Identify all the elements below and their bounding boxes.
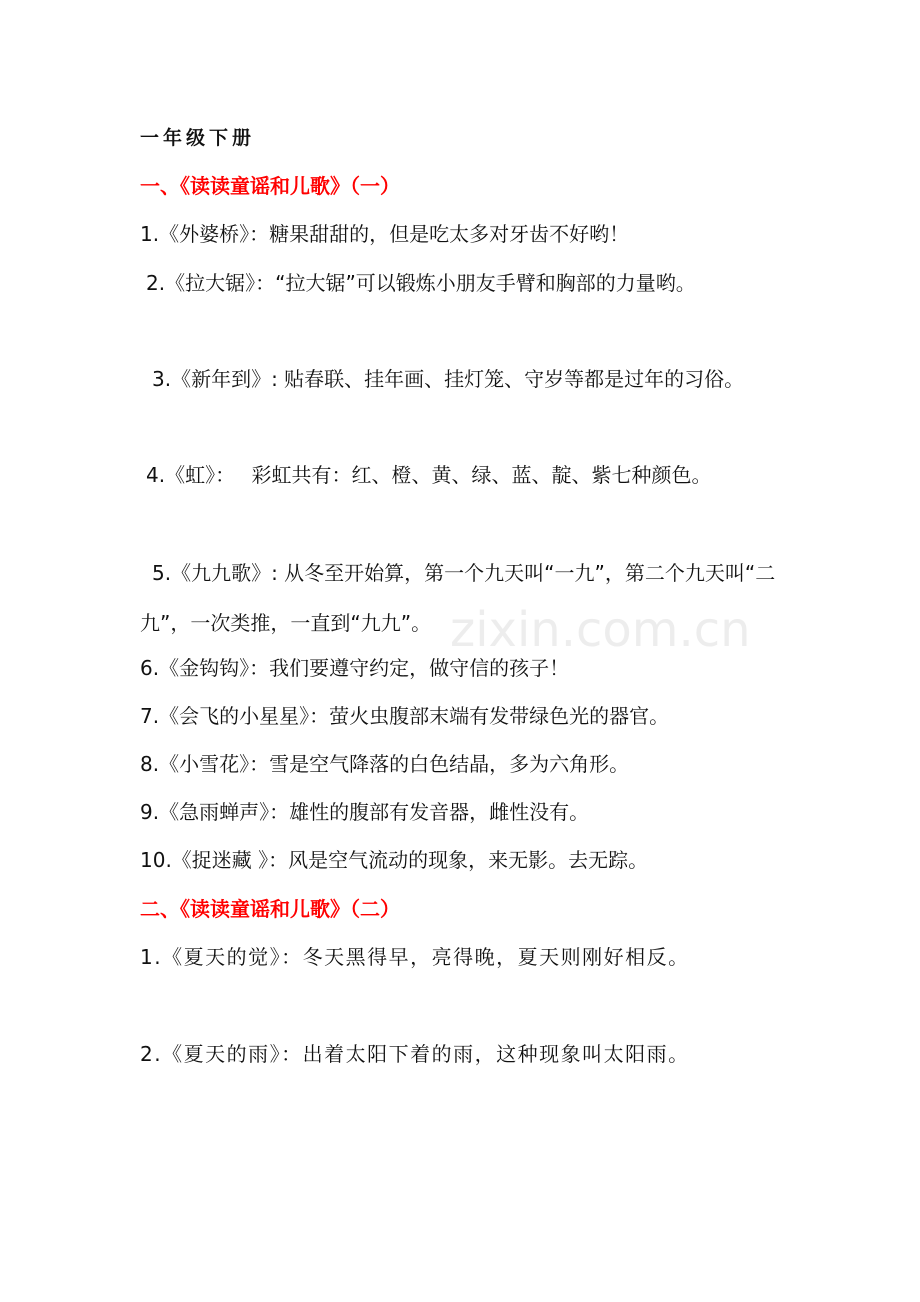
item-1-2: 2.《拉大锯》：“拉大锯”可以锻炼小朋友手臂和胸部的力量哟。 xyxy=(146,271,696,295)
section-2-heading: 二、《读读童谣和儿歌》（二） xyxy=(140,897,400,921)
item-1-7: 7.《会飞的小星星》：萤火虫腹部末端有发带绿色光的器官。 xyxy=(140,704,670,728)
item-1-1: 1.《外婆桥》：糖果甜甜的，但是吃太多对牙齿不好哟！ xyxy=(140,222,630,246)
item-1-6: 6.《金钩钩》：我们要遵守约定，做守信的孩子！ xyxy=(140,656,570,680)
item-1-5: 5.《九九歌》: 从冬至开始算，第一个九天叫“一九”，第二个九天叫“二九”，一次类推，一直到“九九”。 xyxy=(140,561,776,635)
page-title: 一年级下册 xyxy=(140,127,256,149)
item-2-2: 2.《夏天的雨》：出着太阳下着的雨，这种现象叫太阳雨。 xyxy=(140,1042,690,1066)
item-2-1: 1.《夏天的觉》：冬天黑得早，亮得晚，夏天则刚好相反。 xyxy=(140,945,690,969)
section-1-heading: 一、《读读童谣和儿歌》（一） xyxy=(140,174,400,198)
item-1-9: 9.《急雨蝉声》：雄性的腹部有发音器，雌性没有。 xyxy=(140,800,590,824)
watermark: zixin.com.cn xyxy=(450,602,751,658)
item-1-4: 4.《虹》： 彩虹共有：红、橙、黄、绿、蓝、靛、紫七种颜色。 xyxy=(146,463,712,487)
item-1-10: 10.《捉迷藏 》：风是空气流动的现象，来无影。去无踪。 xyxy=(140,848,649,872)
item-1-3: 3.《新年到》: 贴春联、挂年画、挂灯笼、守岁等都是过年的习俗。 xyxy=(152,367,745,391)
item-1-8: 8.《小雪花》：雪是空气降落的白色结晶，多为六角形。 xyxy=(140,752,630,776)
